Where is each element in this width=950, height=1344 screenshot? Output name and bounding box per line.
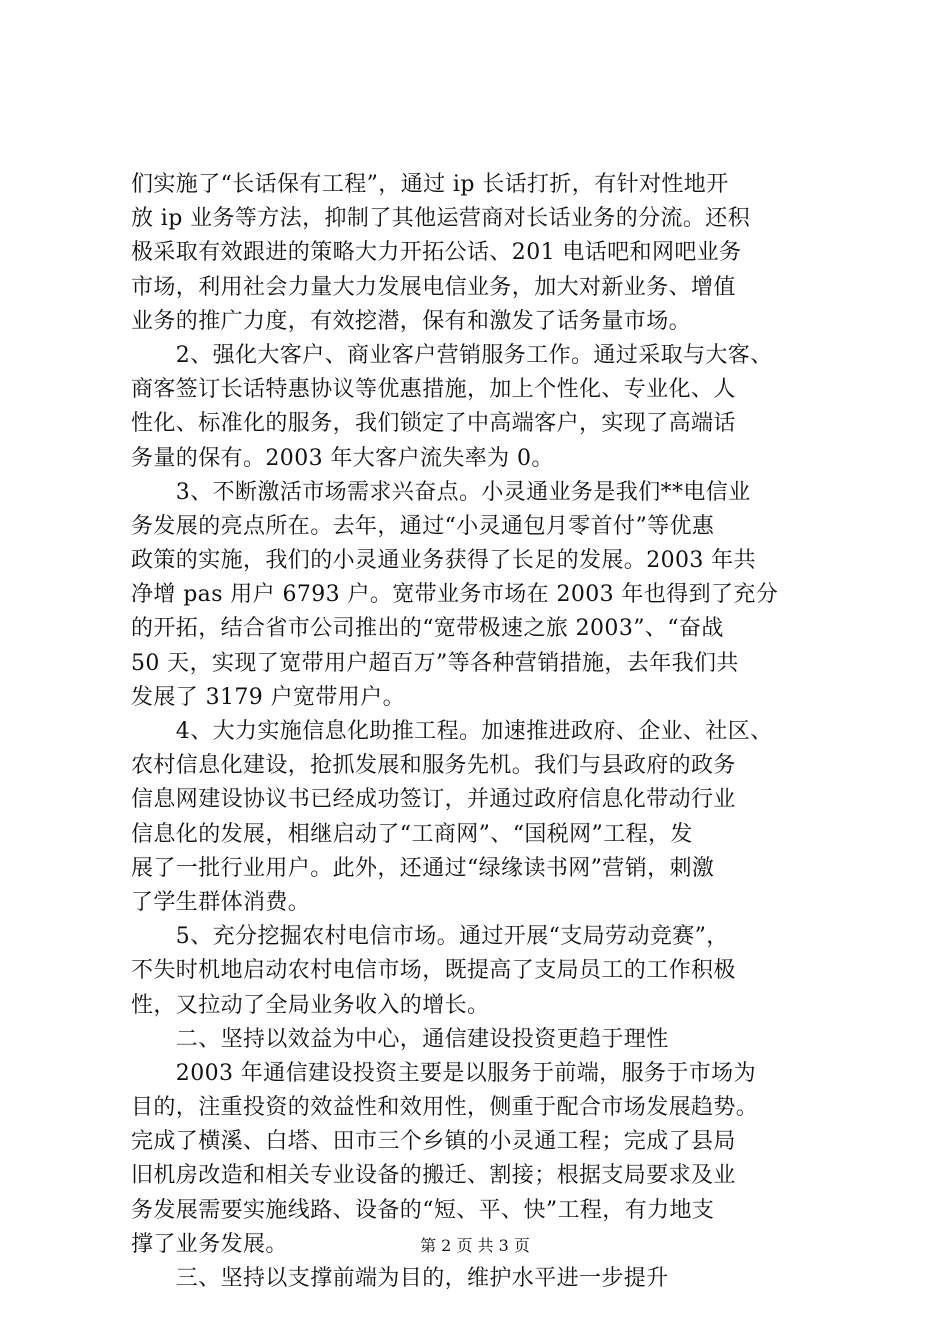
section-heading: 三、坚持以支撑前端为目的，维护水平进一步提升 bbox=[131, 1266, 669, 1291]
document-body bbox=[131, 168, 851, 1296]
text-line: 发展了 3179 户宽带用户。 bbox=[131, 684, 405, 710]
text-line: 放 ip 业务等方法，抑制了其他运营商对长话业务的分流。还积 bbox=[131, 206, 751, 232]
text-line: 市场，利用社会力量大力发展电信业务，加大对新业务、增值 bbox=[131, 274, 736, 300]
text-line: 5、充分挖掘农村电信市场。通过开展“支局劳动竞赛”， bbox=[131, 924, 729, 950]
text-line: 商客签订长话特惠协议等优惠措施，加上个性化、专业化、人 bbox=[131, 377, 736, 403]
text-line: 撑了业务发展。 bbox=[131, 1231, 288, 1257]
text-line: 3、不断激活市场需求兴奋点。小灵通业务是我们**电信业 bbox=[131, 479, 751, 505]
text-line: 信息网建设协议书已经成功签订，并通过政府信息化带动行业 bbox=[131, 787, 736, 813]
text-line: 信息化的发展，相继启动了“工商网”、“国税网”工程，发 bbox=[131, 821, 693, 847]
text-line: 不失时机地启动农村电信市场，既提高了支局员工的工作积极 bbox=[131, 958, 736, 984]
text-line: 目的，注重投资的效益性和效用性，侧重于配合市场发展趋势。 bbox=[131, 1095, 759, 1121]
text-line: 性化、标准化的服务，我们锁定了中高端客户，实现了高端话 bbox=[131, 411, 736, 437]
text-line: 性，又拉动了全局业务收入的增长。 bbox=[131, 992, 490, 1018]
text-line: 农村信息化建设，抢抓发展和服务先机。我们与县政府的政务 bbox=[131, 753, 736, 779]
text-line: 务发展需要实施线路、设备的“短、平、快”工程，有力地支 bbox=[131, 1197, 715, 1223]
text-line: 2003 年通信建设投资主要是以服务于前端，服务于市场为 bbox=[131, 1060, 756, 1086]
text-line: 净增 pas 用户 6793 户。宽带业务市场在 2003 年也得到了充分 bbox=[131, 582, 779, 608]
text-line: 极采取有效跟进的策略大力开拓公话、201 电话吧和网吧业务 bbox=[131, 240, 742, 266]
text-line: 的开拓，结合省市公司推出的“宽带极速之旅 2003”、“奋战 bbox=[131, 616, 724, 642]
text-line: 50 天，实现了宽带用户超百万”等各种营销措施，去年我们共 bbox=[131, 650, 739, 676]
page-footer bbox=[0, 1236, 950, 1256]
text-line: 务量的保有。2003 年大客户流失率为 0。 bbox=[131, 445, 554, 471]
text-line: 们实施了“长话保有工程”，通过 ip 长话打折，有针对性地开 bbox=[131, 172, 729, 197]
section-heading: 二、坚持以效益为中心，通信建设投资更趋于理性 bbox=[131, 1026, 669, 1052]
text-line: 旧机房改造和相关专业设备的搬迁、割接；根据支局要求及业 bbox=[131, 1163, 736, 1189]
text-line: 了学生群体消费。 bbox=[131, 889, 311, 915]
text-line: 展了一批行业用户。此外，还通过“绿缘读书网”营销，刺激 bbox=[131, 855, 715, 881]
text-line: 2、强化大客户、商业客户营销服务工作。通过采取与大客、 bbox=[131, 342, 773, 368]
text-line: 4、大力实施信息化助推工程。加速推进政府、企业、社区、 bbox=[131, 719, 773, 744]
text-line: 政策的实施，我们的小灵通业务获得了长足的发展。2003 年共 bbox=[131, 548, 756, 574]
page-number: 第 2 页 共 3 页 bbox=[420, 1236, 530, 1255]
text-line: 业务的推广力度，有效挖潜，保有和激发了话务量市场。 bbox=[131, 308, 692, 334]
text-line: 完成了横溪、白塔、田市三个乡镇的小灵通工程；完成了县局 bbox=[131, 1129, 736, 1155]
text-line: 务发展的亮点所在。去年，通过“小灵通包月零首付”等优惠 bbox=[131, 513, 715, 539]
